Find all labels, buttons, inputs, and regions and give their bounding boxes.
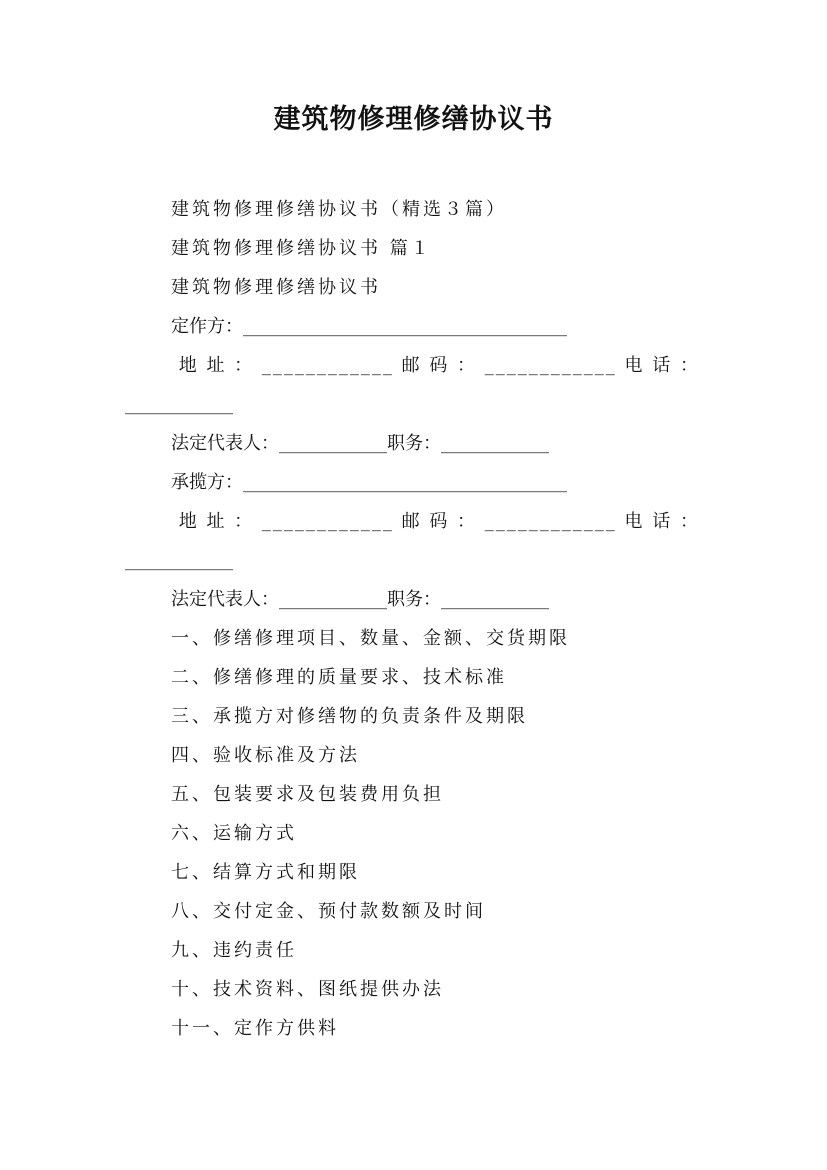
doc-line-contractor: 承揽方：____________________________________ (171, 472, 567, 493)
doc-line-orderer-phone-blank: ____________ (125, 394, 233, 415)
doc-line-subtitle: 建筑物修理修缮协议书（精选３篇） (171, 199, 507, 220)
clause-item-8: 八、交付定金、预付款数额及时间 (171, 901, 486, 922)
clause-item-4: 四、验收标准及方法 (171, 745, 360, 766)
clause-item-3: 三、承揽方对修缮物的负责条件及期限 (171, 706, 528, 727)
doc-line-part-heading: 建筑物修理修缮协议书 篇１ (171, 238, 432, 259)
clause-item-9: 九、违约责任 (171, 940, 297, 961)
clause-item-6: 六、运输方式 (171, 823, 297, 844)
doc-line-orderer: 定作方：____________________________________ (171, 316, 567, 337)
clause-item-1: 一、修缮修理项目、数量、金额、交货期限 (171, 628, 570, 649)
document-title: 建筑物修理修缮协议书 (273, 104, 554, 135)
clause-item-2: 二、修缮修理的质量要求、技术标准 (171, 667, 507, 688)
clause-item-5: 五、包装要求及包装费用负担 (171, 784, 444, 805)
clause-item-7: 七、结算方式和期限 (171, 862, 360, 883)
doc-line-contractor-phone-blank: ____________ (125, 550, 233, 571)
clause-item-11: 十一、定作方供料 (171, 1018, 339, 1039)
doc-line-orderer-address: 地 址 ： ____________ 邮 码 ： ____________ 电 话 ： (171, 355, 700, 376)
clause-item-10: 十、技术资料、图纸提供办法 (171, 979, 444, 1000)
doc-line-contractor-legal-rep: 法定代表人：____________职务：____________ (171, 589, 549, 610)
doc-line-contractor-address: 地 址 ： ____________ 邮 码 ： ____________ 电 话 ： (171, 511, 700, 532)
doc-line-agreement-name: 建筑物修理修缮协议书 (171, 277, 381, 298)
doc-line-orderer-legal-rep: 法定代表人：____________职务：____________ (171, 433, 549, 454)
